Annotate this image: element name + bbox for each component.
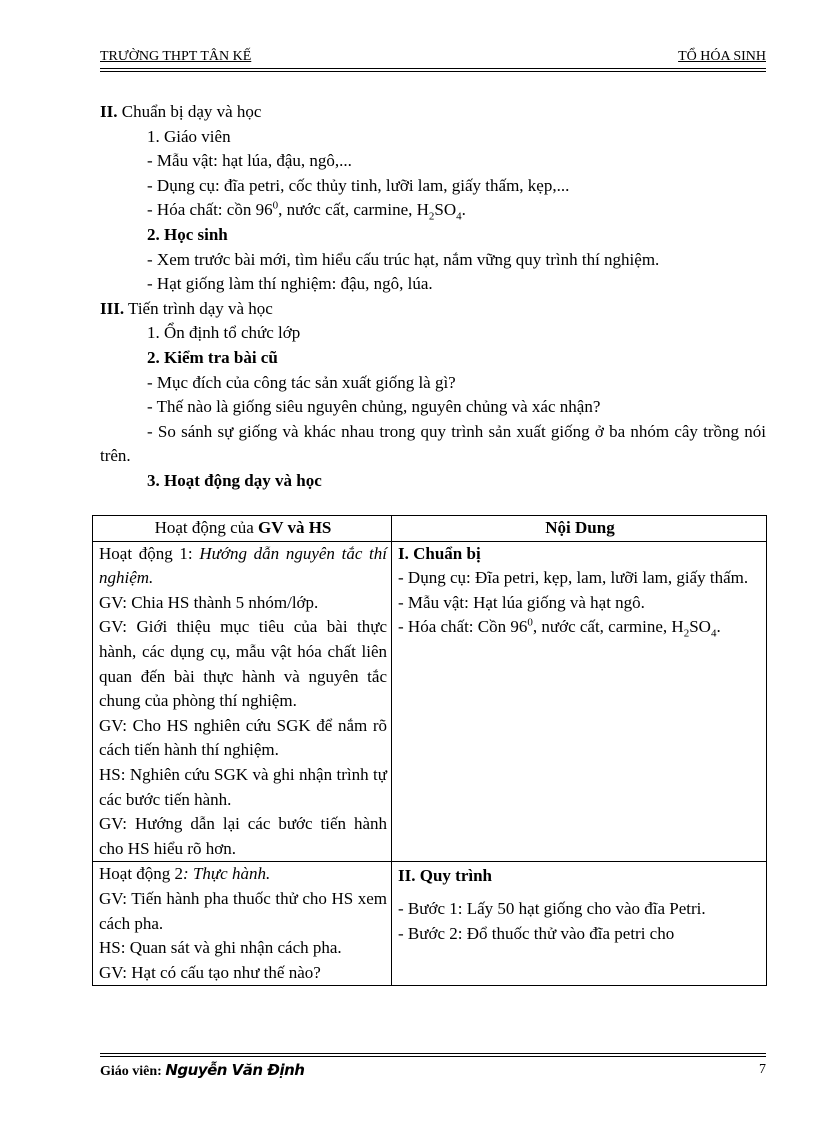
teacher-label: Giáo viên: [100,1064,166,1079]
list-item: HS: Quan sát và ghi nhận cách pha. [99,938,342,958]
table-header-row [93,516,767,542]
activity-table [92,515,767,986]
list-item: GV: Hạt có cấu tạo như thế nào? [99,962,321,982]
column-header-activities: Hoạt động của GV và HS [93,516,392,542]
lesson-body [100,100,766,494]
list-item: GV: Cho HS nghiên cứu SGK để nắm rõ cách tiến hành thí nghiệm. [99,715,387,760]
list-item: GV: Hướng dẫn lại các bước tiến hành cho HS hiểu rõ hơn. [99,814,387,858]
list-item: GV: Tiến hành pha thuốc thử cho HS xem cách pha. [99,888,387,933]
list-item: - Bước 2: Đổ thuốc thử vào đĩa petri cho [398,923,675,943]
page-number: 7 [759,1062,766,1077]
list-item: GV: Giới thiệu mục tiêu của bài thực hành, các dụng cụ, mẫu vật hóa chất liên quan đến bài thực hành và nguyên tắc chung của phòng thí nghiệm. [99,617,387,711]
content-1-cell [392,541,767,862]
activity-2-cell [93,862,392,986]
list-item: GV: Chia HS thành 5 nhóm/lớp. [99,592,319,612]
list-item: - Hạt giống làm thí nghiệm: đậu, ngô, lúa. [147,274,433,294]
content-2-title: II. Quy trình [398,866,492,886]
step-1-heading: 1. Ổn định tổ chức lớp [147,323,301,343]
content-1-title: I. Chuẩn bị [398,543,481,563]
section-2-title: II. Chuẩn bị dạy và học [100,102,262,121]
school-name: TRƯỜNG THPT TÂN KẾ [100,49,252,64]
table-row [93,541,767,862]
footer-rule [100,1053,766,1057]
header-rule [100,68,766,72]
list-item-chemicals: - Hóa chất: Cồn $96^0$, nước cất, carmine, $H_2SO_4$. [398,616,721,640]
list-item: - Bước 1: Lấy 50 hạt giống cho vào đĩa Petri. [398,898,706,918]
list-item-chemicals: - Hóa chất: cồn $96^0$, nước cất, carmine, $H_2SO_4$. [147,199,466,223]
teacher-signature: Nguyễn Văn Định [165,1061,305,1079]
step-3-heading: 3. Hoạt động dạy và học [147,470,322,490]
department-name: TỔ HÓA SINH [678,49,766,64]
page-footer [100,1060,766,1082]
list-item: - So sánh sự giống và khác nhau trong quy trình sản xuất giống ở ba nhóm cây trồng nói trên. [100,421,766,466]
student-heading: 2. Học sinh [147,224,228,244]
teacher-heading: 1. Giáo viên [147,126,231,146]
list-item: HS: Nghiên cứu SGK và ghi nhận trình tự các bước tiến hành. [99,764,387,809]
list-item: - Dụng cụ: đĩa petri, cốc thủy tinh, lưỡi lam, giấy thấm, kẹp,... [147,175,570,195]
list-item: - Mẫu vật: hạt lúa, đậu, ngô,... [147,151,352,171]
list-item: - Xem trước bài mới, tìm hiểu cấu trúc hạt, nắm vững quy trình thí nghiệm. [147,249,660,269]
list-item: - Thế nào là giống siêu nguyên chủng, nguyên chủng và xác nhận? [147,397,601,417]
activity-1-cell [93,541,392,862]
section-3-title: III. Tiến trình dạy và học [100,298,273,318]
column-header-content: Nội Dung [392,516,767,542]
table-row [93,862,767,986]
list-item: - Mẫu vật: Hạt lúa giống và hạt ngô. [398,592,645,612]
list-item: - Dụng cụ: Đĩa petri, kẹp, lam, lưỡi lam, giấy thấm. [398,568,749,588]
content-2-cell [392,862,767,986]
activity-1-title: Hoạt động 1: Hướng dẫn nguyên tắc thí nghiệm. [99,543,387,588]
step-2-heading: 2. Kiểm tra bài cũ [147,347,278,367]
activity-2-title: Hoạt động 2: Thực hành. [99,864,271,884]
page-header [100,48,766,66]
list-item: - Mục đích của công tác sản xuất giống là gì? [147,372,456,392]
